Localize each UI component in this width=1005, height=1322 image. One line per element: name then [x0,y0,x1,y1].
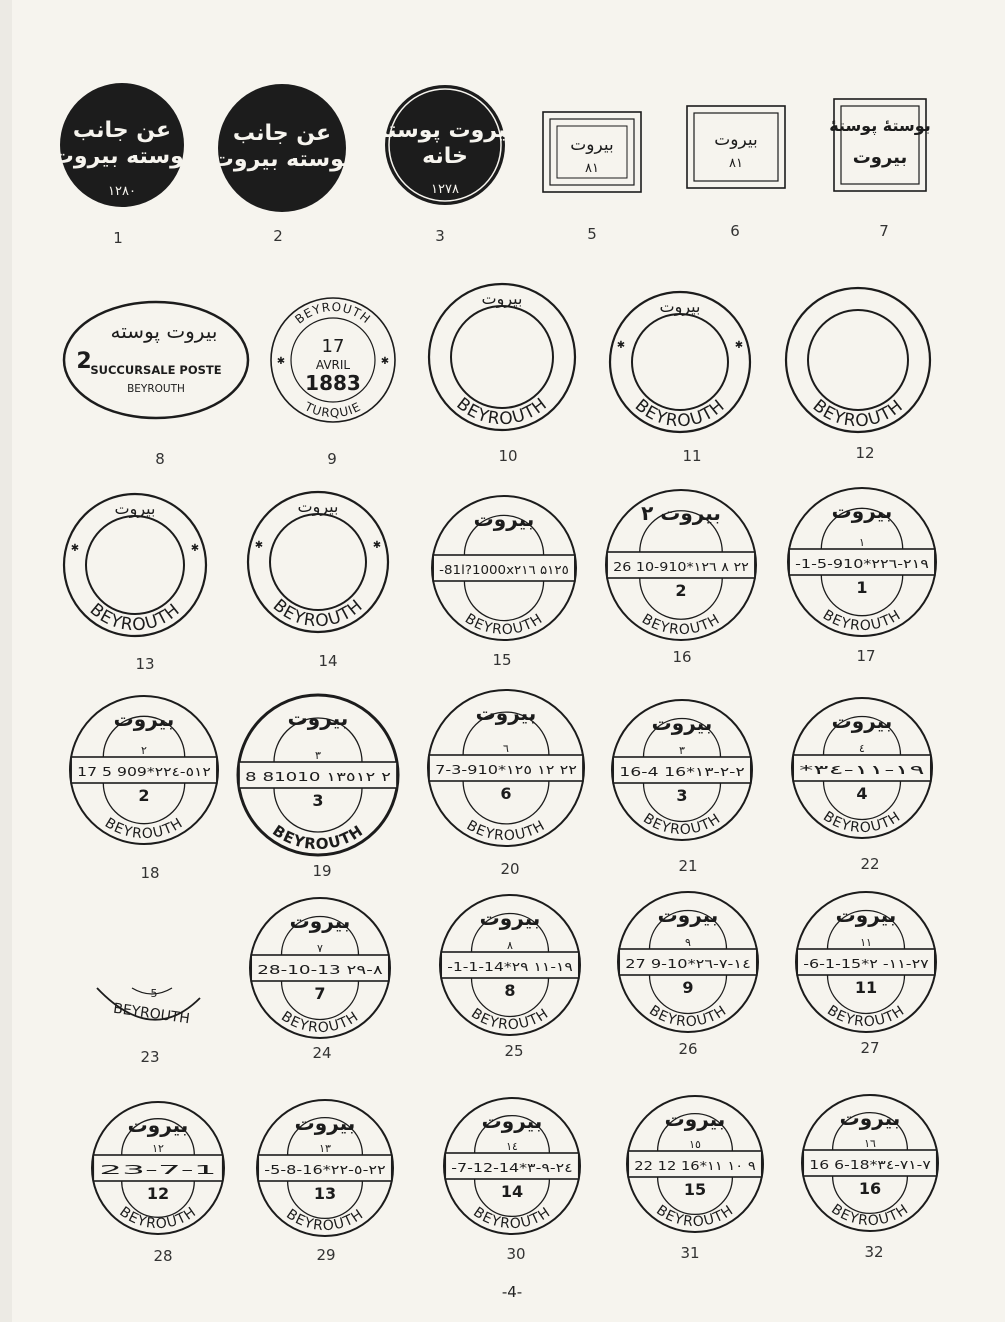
postmark-19 [238,695,398,855]
ring-bottom-text: BEYROUTH [828,1201,912,1230]
box-arabic-text: بيروت [852,147,908,168]
ring-star: ✱ [734,340,744,351]
seal-arabic-text: بيروت پوسته [374,118,516,143]
ring-bottom-text: BEYROUTH [278,1008,362,1037]
office-number: 1 [856,578,868,597]
arabic-town-name: بيروت [651,711,713,735]
postmark-16 [606,490,756,640]
postmark-number: 15 [492,651,512,669]
ring-bottom-text: BEYROUTH [85,599,185,636]
box-arabic-text: بيروت [714,130,758,150]
seal-arabic-text: خانه [422,144,468,169]
ring-bottom-text: BEYROUTH [470,1204,554,1233]
date-year: 1883 [305,371,361,395]
postmark-number: 13 [135,655,155,673]
date-day: 17 [321,336,345,357]
postmark-number: 5 [587,225,597,243]
arabic-office-number: ١٤ [506,1140,518,1153]
postmark-number: 27 [860,1039,880,1057]
postmark-6 [687,106,785,188]
arabic-office-number: ١٦ [864,1137,876,1150]
ring-bottom-text: BEYROUTH [463,817,549,845]
postmark-32 [802,1095,938,1231]
postmark-3 [375,85,515,205]
postmark-30 [444,1098,580,1234]
ring-star: ✱ [372,540,382,551]
arabic-town-name: بيروت [831,709,893,733]
postmark-number: 28 [153,1247,173,1265]
arabic-office-number: ١١ [860,936,872,949]
postmark-number: 2 [273,227,283,245]
postmark-12 [786,288,930,432]
ring-bottom-text: BEYROUTH [638,611,724,639]
ring-top-text: BEYROUTH [292,299,374,327]
postmark-number: 20 [500,860,520,878]
arabic-office-number: ٨ [507,939,513,952]
arabic-office-number: ٢ [141,744,147,757]
arabic-town-name: بيروت [127,1113,189,1137]
date-line: -81l?1000x۲۱٦ ۵١٢٥ [439,562,568,577]
arabic-office-number: ١ [859,536,865,549]
ring-bottom-text: BEYROUTH [468,1005,552,1034]
postmark-9 [271,298,395,422]
postmark-number: 21 [678,857,698,875]
seal-year: ۱۲۷۸ [431,182,459,197]
box-number: ۸۱ [729,156,743,171]
arabic-office-number: ٩ [685,936,691,949]
date-line: 16 6-18*۳٤-۷۱-۷ [809,1157,924,1172]
arabic-office-number: ٧ [317,942,323,955]
ring-bottom-text: BEYROUTH [452,393,552,430]
postmark-number: 12 [855,444,875,462]
ring-star: ✱ [254,540,264,551]
ring-star: ✱ [380,356,390,367]
postmark-8 [64,302,248,418]
postmark-14 [248,492,388,632]
postmark-2 [212,84,352,212]
date-line: 27 9-10*۲٦-۷-۱٤ [625,956,749,971]
ring-arabic-text: بيروت [297,497,339,516]
office-number: 2 [138,786,150,805]
postmark-number: 17 [856,647,876,665]
fragment-text: BEYROUTH [112,1000,191,1028]
postmark-number: 26 [678,1040,698,1058]
postmark-number: 14 [318,652,338,670]
inner-ring [86,516,184,614]
inner-ring [808,310,908,410]
postmark-number: 7 [879,222,889,240]
ring-arabic-text: بيروت [481,289,523,308]
postmark-number: 24 [312,1044,332,1062]
arabic-town-name: بيروت [831,499,893,523]
date-line: 8 81010 ۱۳٥۱۲ ٢ [245,769,388,784]
box-frame-outer [834,99,926,191]
box-arabic-text: بيروت [570,135,614,155]
postmark-13 [64,494,206,636]
postmark-28 [92,1102,224,1234]
ring-bottom-text: BEYROUTH [808,395,908,432]
ring-bottom-text: BEYROUTH [646,1002,730,1031]
date-line: -1-1-14*۲٩ ۱۱-۱۹ [447,959,564,974]
arabic-town-name: بيروت [481,1109,543,1133]
postmark-27 [796,892,936,1032]
box-number: ۸۱ [585,161,599,176]
ring-bottom-text: BEYROUTH [269,821,367,854]
postmark-17 [788,488,936,636]
date-line: 22 12 16*۱۱ ۱۰ ۹ [634,1158,757,1173]
office-number: 16 [858,1179,882,1198]
ring-star: ✱ [70,543,80,554]
postmark-7 [829,99,931,191]
arabic-town-name: بيروت [664,1107,726,1131]
postmark-number: 8 [155,450,165,468]
arabic-town-name: بيروت [835,903,897,927]
office-number: 13 [313,1184,337,1203]
date-line: -7-12-14*۳-۹-۲٤ [451,1160,571,1175]
arabic-town-name: بيروت [294,1111,356,1135]
postmark-21 [612,700,752,840]
date-line: 17 5 909*۲۲٥١٢-٤ [77,764,206,779]
ring-bottom-text: BEYROUTH [283,1206,367,1235]
page-number: -4- [501,1283,523,1301]
arabic-town-name: بيروت [287,706,349,730]
ring-bottom-text: BEYROUTH [653,1202,737,1231]
arabic-town-name: بيروت [475,701,537,725]
arabic-town-name: بيروت [289,909,351,933]
office-number: 3 [312,791,324,810]
ring-bottom-text: BEYROUTH [101,815,187,843]
postmark-10 [429,284,575,430]
postmark-29 [257,1100,393,1236]
date-line: 16-4 16*۱۳-۲-٢ [619,764,743,779]
seal-arabic-text: پوسته بيروت [51,144,193,169]
seal-arabic-text: پوسته بيروت [211,147,353,172]
date-line: -5-8-16*۲۲-٥-۲۲ [264,1162,381,1177]
postmark-20 [428,690,584,846]
oval-arabic-text: بيروت پوسته [110,319,218,343]
ring-bottom-text: BEYROUTH [640,810,724,839]
postmark-number: 9 [327,450,337,468]
arabic-town-name: بيروت [473,507,535,531]
arabic-town-name: بيروت [113,707,175,731]
date-line: 26 10-910*۱۲٦ ۸ ۲۲ [613,559,745,574]
ring-bottom-text: BEYROUTH [462,610,546,639]
ring-bottom-text: BEYROUTH [824,1002,908,1031]
postmark-number: 23 [140,1048,160,1066]
office-number: 14 [500,1182,524,1201]
ring-arabic-text: بيروت [114,499,156,518]
arabic-town-name: بيروت [479,906,541,930]
office-number: 7 [314,984,326,1003]
oval-line-2: BEYROUTH [127,383,185,395]
seal-year: ۱۲۸۰ [108,184,136,199]
date-month: AVRIL [315,358,351,372]
arabic-office-number: ١٢ [152,1142,164,1155]
ring-bottom-text: BEYROUTH [116,1203,200,1233]
postmark-number: 31 [680,1244,700,1262]
arabic-office-number: ٣ [315,749,321,762]
date-line: -1-5-910*۲۲٦-۲۱۹ [795,556,922,571]
office-number: 8 [504,981,516,1000]
office-number: 11 [854,978,878,997]
ring-bottom-text: BEYROUTH [630,395,730,432]
postmark-number: 25 [504,1042,524,1060]
date-line: 7-3-910*۱۲٥ ۱۲ ۲۲ [435,762,567,777]
inner-ring [451,306,553,408]
arabic-office-number: ١٥ [689,1138,701,1151]
ring-star: ✱ [616,340,626,351]
postmark-24 [250,898,390,1038]
date-line: 23-7-1 [99,1162,217,1177]
ring-star: ✱ [190,543,200,554]
office-number: 9 [682,978,694,997]
postmark-number: 22 [860,855,880,873]
ring-bottom-text: TURQUIE [302,399,364,421]
ring-bottom-text: BEYROUTH [819,607,905,635]
inner-ring [632,314,728,410]
office-number: 2 [675,581,687,600]
arabic-office-number: ٦ [503,742,509,755]
postmark-23 [97,987,200,1027]
postmark-number: 29 [316,1246,336,1264]
postmark-number: 30 [506,1245,526,1263]
office-number: 4 [856,784,868,803]
inner-ring [270,514,366,610]
postmark-number: 32 [864,1243,884,1261]
postmark-number: 3 [435,227,445,245]
postmark-11 [610,292,750,432]
office-number: 15 [683,1180,707,1199]
ring-arabic-text: بيروت [659,297,701,316]
arabic-town-name: بيروت ٢ [641,501,721,525]
postmark-5 [543,112,641,192]
date-line: *۳٤-۱۱-۱۹ [799,762,880,777]
postmark-18 [70,696,218,844]
postmark-number: 19 [312,862,332,880]
ring-bottom-text: BEYROUTH [820,808,904,837]
box-arabic-text: بوستهٔ پوستهٔ [829,116,931,135]
postmark-number: 1 [113,229,123,247]
postmark-number: 6 [730,222,740,240]
seal-arabic-text: عن جانب [72,118,172,143]
office-number: 12 [146,1184,170,1203]
ring-bottom-text: BEYROUTH [268,595,368,632]
arabic-office-number: ٣ [679,744,685,757]
postmark-15 [432,496,576,640]
oval-line-1: SUCCURSALE POSTE [90,363,222,377]
postmark-number: 10 [498,447,518,465]
postmark-31 [627,1096,763,1232]
postmark-number: 16 [672,648,692,666]
date-line: -6-1-15*۲ -۱۱-۲۷ [803,956,930,971]
office-number: 6 [500,784,512,803]
postmark-26 [618,892,758,1032]
arabic-office-number: ١٣ [319,1142,331,1155]
arabic-office-number: ٤ [859,742,865,755]
seal-arabic-text: عن جانب [232,121,332,146]
postmark-number: 11 [682,447,702,465]
oval-number: 2 [76,349,92,374]
date-line: 28-10-13 ۲۹-۸ [257,962,384,977]
office-number: 5 [150,987,158,1000]
office-number: 3 [676,786,688,805]
arabic-town-name: بيروت [657,903,719,927]
postmark-22 [792,698,932,838]
postmark-number: 18 [140,864,160,882]
postmark-1 [52,83,192,207]
ring-star: ✱ [276,356,286,367]
arabic-town-name: بيروت [839,1106,901,1130]
postmark-25 [440,895,580,1035]
